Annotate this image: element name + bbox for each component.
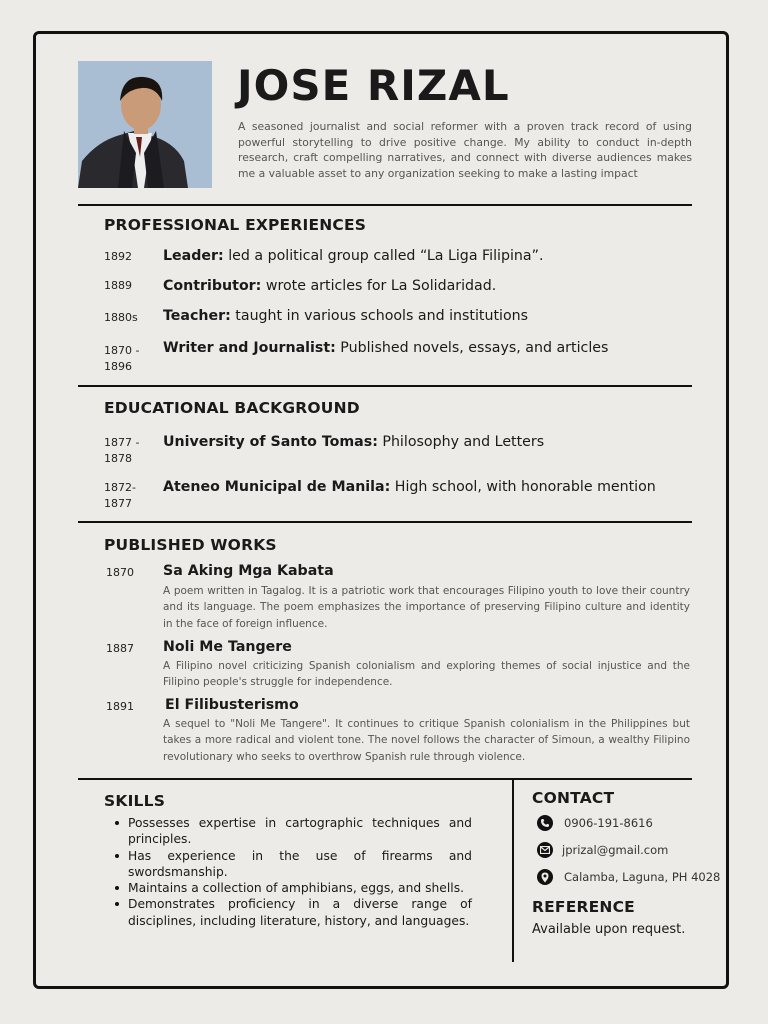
- experience-role: Leader:: [163, 248, 224, 264]
- contact-email-text: jprizal@gmail.com: [562, 843, 669, 857]
- location-pin-icon: [537, 869, 553, 885]
- experience-desc: Published novels, essays, and articles: [335, 340, 609, 356]
- experience-desc: wrote articles for La Solidaridad.: [261, 278, 497, 294]
- experience-desc: led a political group called “La Liga Filipina”.: [223, 248, 544, 264]
- experience-role: Contributor:: [163, 278, 262, 294]
- profile-summary: A seasoned journalist and social reformer with a proven track record of using powerful storytelling to drive positive change. My ability to conduct in-depth research, craft compelling narratives, and connect with diverse audiences makes me a valuable asset to any organization seeking to make a lasting impact: [238, 120, 692, 180]
- education-entry: [163, 478, 656, 496]
- contact-phone: [537, 815, 653, 831]
- work-year: 1870: [106, 566, 134, 579]
- work-description: A poem written in Tagalog. It is a patriotic work that encourages Filipino youth to love their country and its language. The poem emphasizes the importance of preserving Filipino culture and identity in the face of foreign influence.: [163, 585, 690, 630]
- skill-item: Demonstrates proficiency in a diverse range of disciplines, including literature, history, and languages.: [104, 896, 472, 929]
- skill-item: Maintains a collection of amphibians, eggs, and shells.: [104, 880, 472, 896]
- skill-item: Possesses expertise in cartographic techniques and principles.: [104, 815, 472, 848]
- experience-entry: [163, 307, 528, 325]
- experience-role: Writer and Journalist:: [163, 340, 336, 356]
- experience-year: 1892: [104, 250, 132, 263]
- education-school: Ateneo Municipal de Manila:: [163, 479, 391, 495]
- contact-address-text: Calamba, Laguna, PH 4028: [564, 870, 721, 884]
- education-year: 1872- 1877: [104, 481, 136, 510]
- section-title-works: PUBLISHED WORKS: [104, 536, 277, 554]
- education-desc: Philosophy and Letters: [377, 434, 545, 450]
- skills-list: [104, 815, 472, 929]
- work-year: 1887: [106, 642, 134, 655]
- candidate-name: JOSE RIZAL: [237, 61, 510, 110]
- experience-entry: [163, 339, 608, 357]
- experience-role: Teacher:: [163, 308, 231, 324]
- work-description: A Filipino novel criticizing Spanish colonialism and exploring themes of social injustice and the Filipino people's struggle for independence.: [163, 660, 690, 689]
- divider: [78, 204, 692, 206]
- work-title: El Filibusterismo: [165, 697, 299, 713]
- contact-email: [537, 842, 668, 858]
- section-title-experience: PROFESSIONAL EXPERIENCES: [104, 216, 367, 234]
- contact-address: [537, 869, 720, 885]
- experience-entry: [163, 277, 496, 295]
- section-title-contact: CONTACT: [532, 789, 615, 807]
- work-title: Sa Aking Mga Kabata: [163, 563, 334, 579]
- contact-phone-text: 0906-191-8616: [564, 816, 653, 830]
- skill-item: Has experience in the use of firearms and swordsmanship.: [104, 848, 472, 881]
- mail-icon: [537, 842, 553, 858]
- divider: [78, 778, 692, 780]
- experience-year: 1880s: [104, 311, 138, 324]
- section-title-education: EDUCATIONAL BACKGROUND: [104, 399, 360, 417]
- phone-icon: [537, 815, 553, 831]
- column-divider: [512, 780, 514, 962]
- education-school: University of Santo Tomas:: [163, 434, 378, 450]
- education-year: 1877 - 1878: [104, 436, 140, 465]
- divider: [78, 521, 692, 523]
- reference-text: Available upon request.: [532, 922, 686, 937]
- section-title-skills: SKILLS: [104, 792, 166, 810]
- experience-year: 1870 - 1896: [104, 344, 140, 373]
- education-desc: High school, with honorable mention: [390, 479, 656, 495]
- section-title-reference: REFERENCE: [532, 898, 635, 916]
- experience-year: 1889: [104, 279, 132, 292]
- work-title: Noli Me Tangere: [163, 639, 292, 655]
- portrait-photo: [78, 61, 212, 188]
- experience-desc: taught in various schools and institutions: [230, 308, 529, 324]
- experience-entry: [163, 247, 543, 265]
- divider: [78, 385, 692, 387]
- work-description: A sequel to "Noli Me Tangere". It continues to critique Spanish colonialism in the Philippines but takes a more radical and violent tone. The novel follows the character of Simoun, a wealthy Filipino revolutionary who seeks to overthrow Spanish rule through violence.: [163, 718, 690, 763]
- education-entry: [163, 433, 544, 451]
- work-year: 1891: [106, 700, 134, 713]
